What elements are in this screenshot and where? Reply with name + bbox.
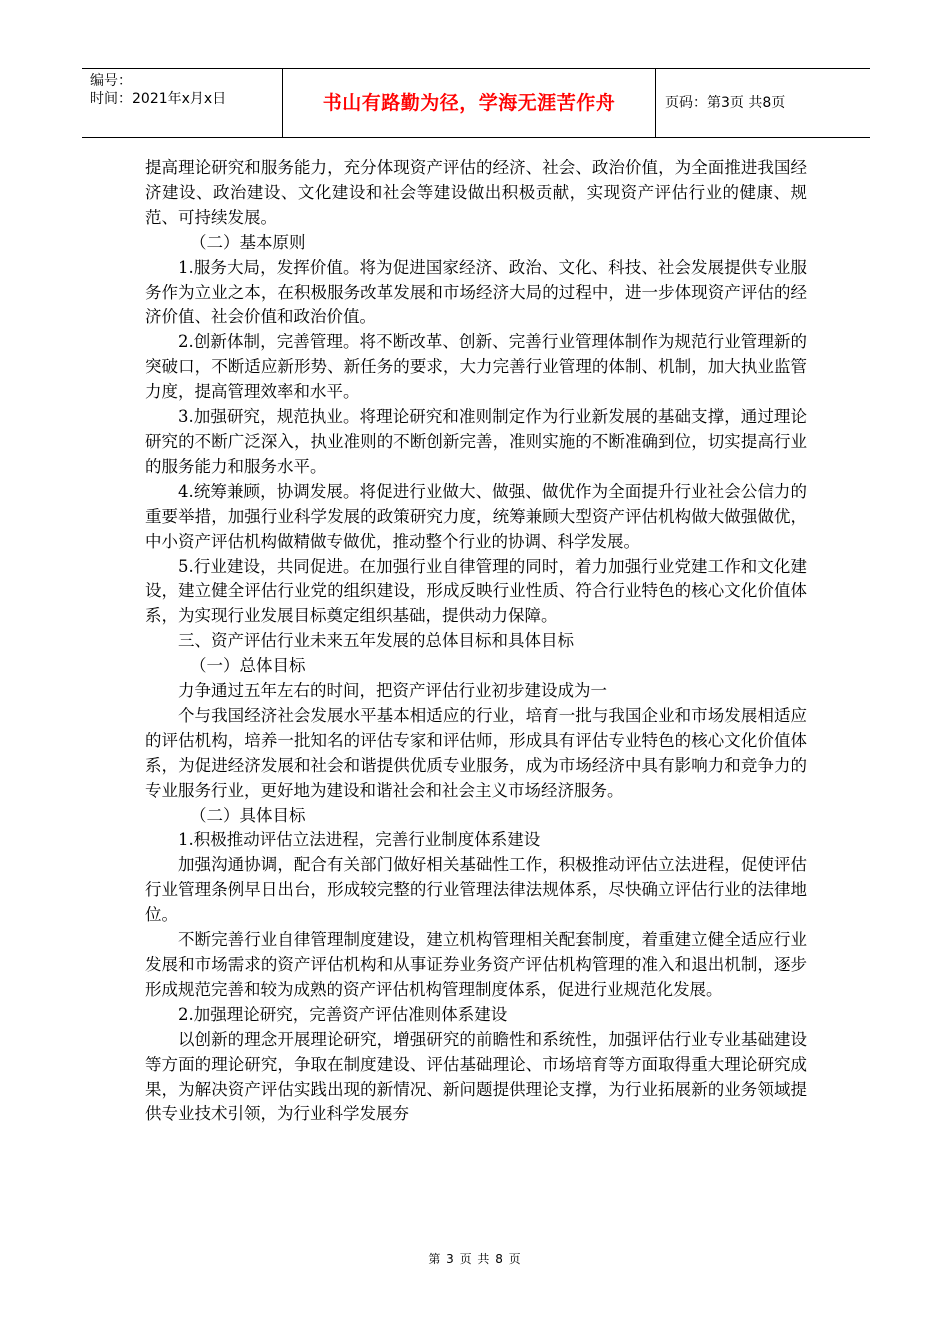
principle-paragraph: 2.创新体制，完善管理。将不断改革、创新、完善行业管理体制作为规范行业管理新的突破口，不断适应新形势、新任务的要求，大力完善行业管理的体制、机制，加大执业监管力度，提高管理效率和水平。	[145, 332, 807, 402]
document-number-label: 编号：	[90, 73, 132, 89]
section-heading: （二）具体目标	[190, 805, 306, 825]
chapter-heading: 三、资产评估行业未来五年发展的总体目标和具体目标	[178, 631, 574, 651]
page-footer: 第 3 页 共 8 页	[428, 1252, 522, 1266]
header-motto: 书山有路勤为径，学海无涯苦作舟	[283, 69, 656, 137]
document-body	[145, 156, 807, 1127]
body-paragraph: 个与我国经济社会发展水平基本相适应的行业，培育一批与我国企业和市场发展相适应的评估机构，培养一批知名的评估专家和评估师，形成具有评估专业特色的核心文化价值体系，为促进经济发展和社会和谐提供优质专业服务，成为市场经济中具有影响力和竞争力的专业服务行业，更好地为建设和谐社会和社会主义市场经济服务。	[145, 705, 807, 800]
body-paragraph: 以创新的理念开展理论研究，增强研究的前瞻性和系统性，加强评估行业专业基础建设等方面的理论研究，争取在制度建设、评估基础理论、市场培育等方面取得重大理论研究成果，为解决资产评估实践出现的新情况、新问题提供理论支撑，为行业拓展新的业务领域提供专业技术引领，为行业科学发展夯	[145, 1029, 807, 1124]
body-paragraph: 提高理论研究和服务能力，充分体现资产评估的经济、社会、政治价值，为全面推进我国经济建设、政治建设、文化建设和社会等建设做出积极贡献，实现资产评估行业的健康、规范、可持续发展。	[145, 158, 807, 227]
principle-paragraph: 5.行业建设，共同促进。在加强行业自律管理的同时，着力加强行业党建工作和文化建设，建立健全评估行业党的组织建设，形成反映行业性质、符合行业特色的核心文化价值体系，为实现行业发展目标奠定组织基础，提供动力保障。	[145, 556, 807, 626]
principle-paragraph: 4.统筹兼顾，协调发展。将促进行业做大、做强、做优作为全面提升行业社会公信力的重要举措，加强行业科学发展的政策研究力度，统筹兼顾大型资产评估机构做大做强做优，中小资产评估机构做精做专做优，推动整个行业的协调、科学发展。	[145, 481, 807, 551]
body-paragraph: 力争通过五年左右的时间，把资产评估行业初步建设成为一	[178, 681, 607, 701]
goal-heading: 2.加强理论研究，完善资产评估准则体系建设	[178, 1004, 508, 1024]
document-date-label: 时间：2021年x月x日	[90, 91, 227, 107]
section-heading: （二）基本原则	[190, 232, 306, 252]
principle-paragraph: 3.加强研究，规范执业。将理论研究和准则制定作为行业新发展的基础支撑，通过理论研究的不断广泛深入，执业准则的不断创新完善，准则实施的不断准确到位，切实提高行业的服务能力和服务水平。	[145, 407, 807, 476]
body-paragraph: 加强沟通协调，配合有关部门做好相关基础性工作，积极推动评估立法进程，促使评估行业管理条例早日出台，形成较完整的行业管理法律法规体系，尽快确立评估行业的法律地位。	[145, 855, 807, 925]
principle-paragraph: 1.服务大局，发挥价值。将为促进国家经济、政治、文化、科技、社会发展提供专业服务作为立业之本，在积极服务改革发展和市场经济大局的过程中，进一步体现资产评估的经济价值、社会价值和政治价值。	[145, 257, 807, 327]
header-info-cell	[82, 69, 283, 137]
goal-heading: 1.积极推动评估立法进程，完善行业制度体系建设	[178, 830, 541, 850]
section-heading: （一）总体目标	[190, 656, 306, 676]
body-paragraph: 不断完善行业自律管理制度建设，建立机构管理相关配套制度，着重建立健全适应行业发展和市场需求的资产评估机构和从事证券业务资产评估机构管理的准入和退出机制，逐步形成规范完善和较为成熟的资产评估机构管理制度体系，促进行业规范化发展。	[145, 930, 807, 999]
header-page-code: 页码：第3页 共8页	[665, 95, 786, 111]
page-header	[82, 68, 870, 138]
